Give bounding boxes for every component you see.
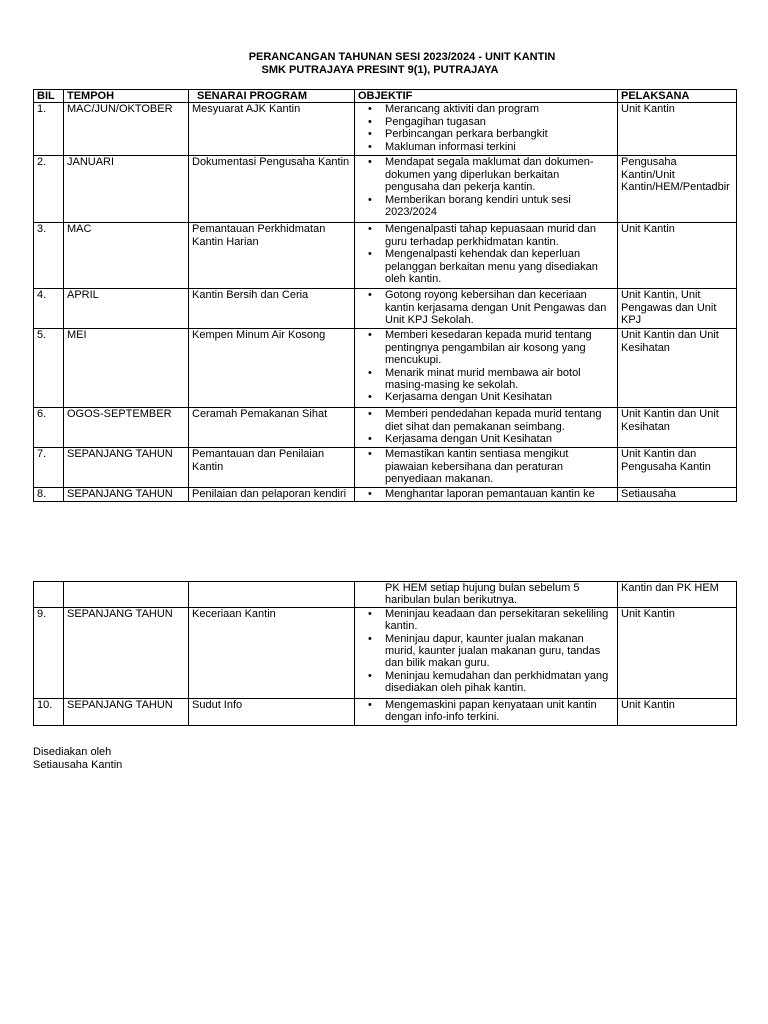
- table-row: [34, 329, 737, 408]
- objektif-item: • Meninjau kemudahan dan perkhidmatan yang disediakan oleh pihak kantin.: [385, 670, 614, 695]
- objektif-item: • Memastikan kantin sentiasa mengikut piawaian kebersihana dan peraturan penyediaan makanan.: [385, 448, 614, 485]
- cell-objektif: [355, 698, 618, 725]
- cell-bil: 2.: [34, 156, 64, 223]
- cell-pelaksana: Unit Kantin: [618, 698, 737, 725]
- table-row: [34, 448, 737, 488]
- school-name: SMK PUTRAJAYA PRESINT 9(1), PUTRAJAYA: [261, 64, 499, 76]
- cell-tempoh: JANUARI: [64, 156, 189, 223]
- objektif-item: • Mengenalpasti tahap kepuasaan murid dan guru terhadap perkhidmatan kantin.: [385, 223, 614, 248]
- objektif-list: [358, 448, 614, 485]
- objektif-item: • Gotong royong kebersihan dan keceriaan kantin kerjasama dengan Unit Pengawas dan Unit KPJ Sekolah.: [385, 289, 614, 326]
- objektif-list: [358, 329, 614, 403]
- cell-pelaksana-continued: Kantin dan PK HEM: [618, 582, 737, 608]
- objektif-list: [358, 408, 614, 445]
- col-header-bil: BIL: [34, 90, 64, 103]
- objektif-list: [358, 608, 614, 695]
- objektif-item: • Memberi kesedaran kepada murid tentang pentingnya pengambilan air kosong yang mencukupi.: [385, 329, 614, 366]
- cell-pelaksana: Unit Kantin: [618, 103, 737, 156]
- table-row: [34, 607, 737, 698]
- cell-program: [189, 582, 355, 608]
- cell-tempoh: SEPANJANG TAHUN: [64, 448, 189, 488]
- objektif-item: • Pengagihan tugasan: [385, 116, 614, 128]
- col-header-pelaksana: PELAKSANA: [618, 90, 737, 103]
- cell-tempoh: MAC: [64, 223, 189, 289]
- cell-bil: 10.: [34, 698, 64, 725]
- cell-program: Pemantauan Perkhidmatan Kantin Harian: [189, 223, 355, 289]
- objektif-item: • Memberikan borang kendiri untuk sesi 2023/2024: [385, 194, 614, 219]
- plan-table-page-2: [33, 581, 737, 726]
- objektif-item: • Menarik minat murid membawa air botol masing-masing ke sekolah.: [385, 367, 614, 392]
- table-row: [34, 223, 737, 289]
- cell-objektif: [355, 223, 618, 289]
- signature-block: [33, 746, 122, 772]
- table-row: [34, 408, 737, 448]
- table-row: [34, 156, 737, 223]
- objektif-item: • Merancang aktiviti dan program: [385, 103, 614, 115]
- cell-bil: 5.: [34, 329, 64, 408]
- objektif-list: [358, 488, 614, 500]
- cell-pelaksana: Unit Kantin, Unit Pengawas dan Unit KPJ: [618, 289, 737, 329]
- document-title: PERANCANGAN TAHUNAN SESI 2023/2024 - UNIT KANTIN: [248, 51, 556, 63]
- cell-objektif-continued: PK HEM setiap hujung bulan sebelum 5 haribulan bulan berikutnya.: [355, 582, 618, 608]
- cell-bil: 1.: [34, 103, 64, 156]
- objektif-list: [358, 699, 614, 724]
- cell-tempoh: [64, 582, 189, 608]
- objektif-item: • Perbincangan perkara berbangkit: [385, 128, 614, 140]
- cell-program: Penilaian dan pelaporan kendiri: [189, 488, 355, 502]
- cell-program: Ceramah Pemakanan Sihat: [189, 408, 355, 448]
- objektif-list: [358, 289, 614, 326]
- cell-bil: 9.: [34, 607, 64, 698]
- table-row-continuation: [34, 582, 737, 608]
- cell-program: Keceriaan Kantin: [189, 607, 355, 698]
- col-header-tempoh: TEMPOH: [64, 90, 189, 103]
- cell-tempoh: MAC/JUN/OKTOBER: [64, 103, 189, 156]
- objektif-item: • Kerjasama dengan Unit Kesihatan: [385, 391, 614, 403]
- cell-pelaksana: Unit Kantin dan Pengusaha Kantin: [618, 448, 737, 488]
- objektif-item: • Meninjau keadaan dan persekitaran sekeliling kantin.: [385, 608, 614, 633]
- cell-program: Sudut Info: [189, 698, 355, 725]
- cell-pelaksana: Unit Kantin dan Unit Kesihatan: [618, 329, 737, 408]
- cell-pelaksana: Unit Kantin dan Unit Kesihatan: [618, 408, 737, 448]
- cell-bil: 6.: [34, 408, 64, 448]
- cell-objektif: [355, 289, 618, 329]
- table-row: [34, 103, 737, 156]
- plan-table-page-1: [33, 89, 737, 502]
- objektif-item: • Memberi pendedahan kepada murid tentang diet sihat dan pemakanan seimbang.: [385, 408, 614, 433]
- cell-tempoh: SEPANJANG TAHUN: [64, 607, 189, 698]
- objektif-item: • Meninjau dapur, kaunter jualan makanan murid, kaunter jualan makanan guru, tandas dan bilik makan guru.: [385, 633, 614, 670]
- cell-bil: [34, 582, 64, 608]
- objektif-item: • Mengemaskini papan kenyataan unit kantin dengan info-info terkini.: [385, 699, 614, 724]
- cell-tempoh: APRIL: [64, 289, 189, 329]
- cell-tempoh: SEPANJANG TAHUN: [64, 488, 189, 502]
- cell-bil: 8.: [34, 488, 64, 502]
- cell-bil: 3.: [34, 223, 64, 289]
- cell-pelaksana: Setiausaha: [618, 488, 737, 502]
- cell-objektif: [355, 488, 618, 502]
- table-row: [34, 289, 737, 329]
- col-header-program: SENARAI PROGRAM: [189, 90, 355, 103]
- cell-objektif: [355, 448, 618, 488]
- objektif-item: • Mendapat segala maklumat dan dokumen-dokumen yang diperlukan berkaitan pengusaha dan pekerja kantin.: [385, 156, 614, 193]
- objektif-item: • Menghantar laporan pemantauan kantin ke: [385, 488, 614, 500]
- cell-objektif: [355, 329, 618, 408]
- cell-program: Kempen Minum Air Kosong: [189, 329, 355, 408]
- table-header-row: [34, 90, 737, 103]
- objektif-list: [358, 156, 614, 218]
- cell-bil: 4.: [34, 289, 64, 329]
- cell-tempoh: MEI: [64, 329, 189, 408]
- cell-tempoh: OGOS-SEPTEMBER: [64, 408, 189, 448]
- col-header-objektif: OBJEKTIF: [355, 90, 618, 103]
- prepared-by-label: Disediakan oleh: [33, 746, 112, 758]
- objektif-list: [358, 223, 614, 285]
- cell-pelaksana: Pengusaha Kantin/Unit Kantin/HEM/Pentadbir: [618, 156, 737, 223]
- table-row: [34, 698, 737, 725]
- objektif-item: • Kerjasama dengan Unit Kesihatan: [385, 433, 614, 445]
- cell-objektif: [355, 156, 618, 223]
- table-row: [34, 488, 737, 502]
- cell-objektif: [355, 103, 618, 156]
- objektif-item: • Makluman informasi terkini: [385, 141, 614, 153]
- prepared-by-role: Setiausaha Kantin: [33, 759, 123, 771]
- objektif-item: • Mengenalpasti kehendak dan keperluan pelanggan berkaitan menu yang disediakan oleh kantin.: [385, 248, 614, 285]
- cell-tempoh: SEPANJANG TAHUN: [64, 698, 189, 725]
- cell-objektif: [355, 607, 618, 698]
- cell-objektif: [355, 408, 618, 448]
- objektif-list: [358, 103, 614, 153]
- cell-pelaksana: Unit Kantin: [618, 223, 737, 289]
- cell-program: Pemantauan dan Penilaian Kantin: [189, 448, 355, 488]
- cell-bil: 7.: [34, 448, 64, 488]
- cell-program: Kantin Bersih dan Ceria: [189, 289, 355, 329]
- cell-pelaksana: Unit Kantin: [618, 607, 737, 698]
- cell-program: Mesyuarat AJK Kantin: [189, 103, 355, 156]
- cell-program: Dokumentasi Pengusaha Kantin: [189, 156, 355, 223]
